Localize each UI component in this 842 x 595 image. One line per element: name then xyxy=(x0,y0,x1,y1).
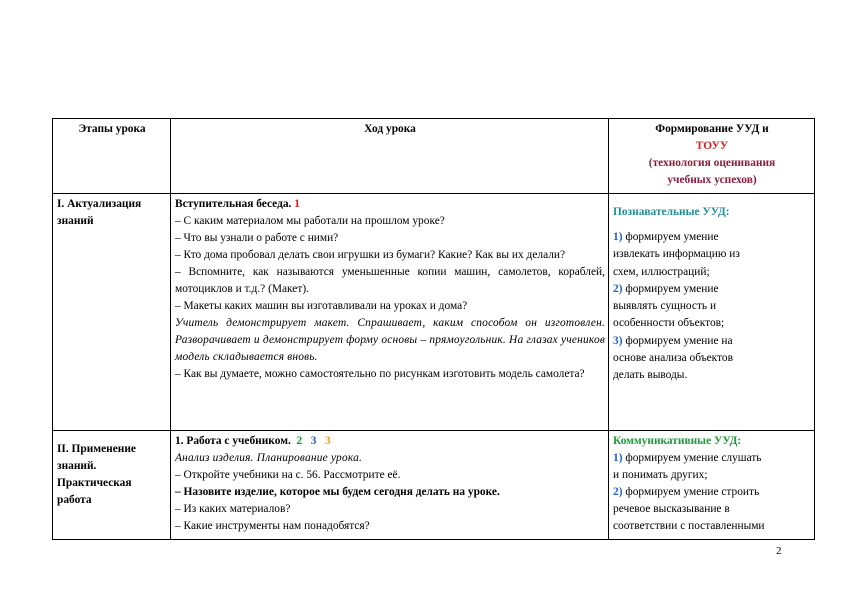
uud-cell-1 xyxy=(609,194,815,431)
section-title: 1. Работа с учебником. xyxy=(175,435,291,447)
question-line: – Что вы узнали о работе с ними? xyxy=(175,232,339,244)
question-line: – Из каких материалов? xyxy=(175,503,291,515)
uud-text: формируем умение строить xyxy=(625,486,760,498)
uud-text: выявлять сущность и xyxy=(613,300,717,313)
question-line: – Вспомните, как называются уменьшенные копии машин, самолетов, кораблей, мотоциклов и т.д.? (Макет). xyxy=(175,266,605,295)
item-number: 2) xyxy=(613,282,623,295)
uud-text: формируем умение слушать xyxy=(625,452,762,464)
lesson-table xyxy=(52,118,815,540)
header-uud-line4: учебных успехов) xyxy=(667,174,757,186)
table-row xyxy=(53,431,815,540)
marker-red: 1 xyxy=(294,198,300,210)
stage-cell-2 xyxy=(53,431,171,540)
lesson-cell-2 xyxy=(171,431,609,540)
uud-cell-2 xyxy=(609,431,815,540)
stage-label: I. Актуализация знаний xyxy=(57,198,142,227)
section-title: Вступительная беседа. xyxy=(175,198,292,210)
question-line: – Кто дома пробовал делать свои игрушки из бумаги? Какие? Как вы их делали? xyxy=(175,249,566,261)
uud-text: формируем умение на xyxy=(625,334,733,347)
lesson-cell-1 xyxy=(171,194,609,431)
uud-text: формируем умение xyxy=(625,282,719,295)
stage-cell-1 xyxy=(53,194,171,431)
item-number: 1) xyxy=(613,452,623,464)
item-number: 3) xyxy=(613,334,623,347)
uud-text: извлекать информацию из xyxy=(613,248,740,261)
uud-text: схем, иллюстраций; xyxy=(613,265,710,278)
uud-text: особенности объектов; xyxy=(613,317,725,330)
stage-label: знаний. xyxy=(57,460,97,472)
uud-title: Коммуникативные УУД: xyxy=(613,435,742,447)
header-lesson-flow-label: Ход урока xyxy=(364,123,416,135)
item-number: 1) xyxy=(613,231,623,243)
stage-label: Практическая xyxy=(57,477,132,489)
uud-text: соответствии с поставленными xyxy=(613,520,765,532)
uud-text: и понимать других; xyxy=(613,469,708,481)
header-uud xyxy=(609,119,815,194)
marker-green: 2 xyxy=(296,435,303,447)
header-uud-line2: ТОУУ xyxy=(695,140,729,152)
uud-text: речевое высказывание в xyxy=(613,503,730,515)
question-line: – Как вы думаете, можно самостоятельно по рисункам изготовить модель самолета? xyxy=(175,368,585,380)
question-line: – Какие инструменты нам понадобятся? xyxy=(175,520,370,532)
table-header-row xyxy=(53,119,815,194)
item-number: 2) xyxy=(613,486,623,498)
question-line: – Откройте учебники на с. 56. Рассмотрите её. xyxy=(175,469,401,481)
teacher-note: Учитель демонстрирует макет. Спрашивает, каким способом он изготовлен. Разворачивает и демонстрирует форму основы – прямоугольник. На глазах учеников модель складывается вновь. xyxy=(175,317,605,363)
page-number: 2 xyxy=(776,545,782,557)
question-line: – Макеты каких машин вы изготавливали на уроках и дома? xyxy=(175,300,468,312)
stage-label: II. Применение xyxy=(57,443,136,455)
table-row xyxy=(53,194,815,431)
uud-text: основе анализа объектов xyxy=(613,352,733,365)
question-line: – С каким материалом мы работали на прошлом уроке? xyxy=(175,215,445,227)
question-line: – Назовите изделие, которое мы будем сегодня делать на уроке. xyxy=(175,486,500,498)
header-uud-line3: (технология оценивания xyxy=(648,157,776,169)
header-uud-line1: Формирование УУД и xyxy=(655,123,769,135)
teacher-note: Анализ изделия. Планирование урока. xyxy=(175,452,363,464)
header-stages-label: Этапы урока xyxy=(78,123,146,135)
uud-text: формируем умение xyxy=(625,231,719,243)
uud-text: делать выводы. xyxy=(613,369,688,382)
uud-title: Познавательные УУД: xyxy=(613,206,730,218)
header-stages xyxy=(53,119,171,194)
header-lesson-flow xyxy=(171,119,609,194)
marker-blue: 3 xyxy=(310,435,317,447)
marker-orange: 3 xyxy=(325,435,331,447)
stage-label: работа xyxy=(57,494,92,506)
